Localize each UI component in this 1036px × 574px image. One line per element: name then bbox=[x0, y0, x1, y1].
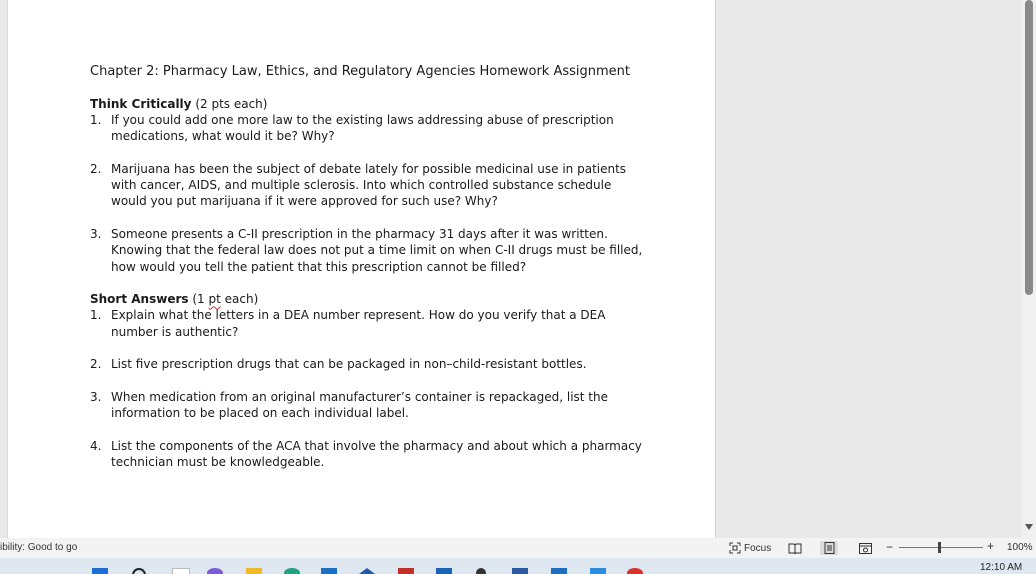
question-text: When medication from an original manufacturer’s container is repackaged, list the information to be placed on each individual label. bbox=[111, 389, 609, 421]
document-page[interactable] bbox=[7, 0, 716, 538]
zoom-level[interactable]: 100% bbox=[1007, 542, 1033, 553]
question-text: List the components of the ACA that involve the pharmacy and about which a pharmacy technician must be knowledgeable. bbox=[111, 438, 642, 469]
list-item bbox=[90, 161, 650, 210]
question-number: 3. bbox=[90, 227, 102, 242]
zoom-slider[interactable] bbox=[899, 547, 983, 548]
print-layout-button[interactable] bbox=[820, 541, 838, 555]
document-title: Chapter 2: Pharmacy Law, Ethics, and Regulatory Agencies Homework Assignment bbox=[90, 64, 631, 79]
question-number: 4. bbox=[90, 438, 102, 453]
status-bar bbox=[0, 538, 1036, 558]
scrollbar-thumb[interactable] bbox=[1025, 0, 1033, 295]
section-heading-bold: Think Critically bbox=[90, 97, 192, 111]
scroll-down-arrow-icon[interactable] bbox=[1025, 524, 1033, 530]
focus-label: Focus bbox=[744, 542, 772, 554]
edge-icon[interactable] bbox=[284, 568, 300, 574]
section-heading-points-pre: (1 bbox=[188, 292, 209, 307]
app-icon[interactable] bbox=[590, 568, 606, 574]
list-item bbox=[90, 307, 650, 340]
focus-button[interactable] bbox=[729, 540, 771, 556]
list-item bbox=[90, 356, 650, 372]
app-icon[interactable] bbox=[551, 568, 567, 574]
zoom-in-button[interactable]: + bbox=[987, 539, 995, 553]
list-item bbox=[90, 389, 650, 422]
question-number: 2. bbox=[90, 161, 102, 176]
read-mode-button[interactable] bbox=[786, 541, 804, 555]
taskbar bbox=[0, 558, 1036, 574]
zoom-slider-handle[interactable] bbox=[938, 542, 941, 553]
spelling-error-word[interactable]: pt bbox=[208, 292, 221, 307]
question-number: 1. bbox=[90, 308, 102, 323]
app-icon[interactable] bbox=[512, 568, 528, 574]
question-number: 2. bbox=[90, 357, 102, 372]
web-layout-icon bbox=[859, 543, 872, 554]
question-text: Someone presents a C-II prescription in the pharmacy 31 days after it was written. Knowing that the federal law does not put a time limit on when C-II drugs must be filled, how would you tell the patient that this prescription cannot be filled? bbox=[111, 227, 643, 274]
section-heading-think-critically bbox=[90, 96, 650, 112]
app-icon[interactable] bbox=[321, 568, 337, 574]
focus-icon bbox=[729, 542, 741, 554]
accessibility-status[interactable]: ibility: Good to go bbox=[0, 542, 78, 553]
search-icon[interactable] bbox=[132, 568, 146, 574]
section-heading-points: (2 pts each) bbox=[191, 97, 268, 111]
app-icon[interactable] bbox=[207, 568, 223, 574]
store-icon[interactable] bbox=[359, 568, 375, 574]
section-heading-short-answers bbox=[90, 291, 650, 307]
zoom-out-button[interactable]: − bbox=[886, 540, 894, 554]
office-icon[interactable] bbox=[436, 568, 452, 574]
vertical-scrollbar[interactable] bbox=[1022, 0, 1036, 538]
section-heading-points-post: each) bbox=[220, 292, 259, 307]
file-icon[interactable] bbox=[172, 568, 190, 574]
web-layout-button[interactable] bbox=[856, 541, 874, 555]
question-number: 3. bbox=[90, 389, 102, 404]
windows-icon[interactable] bbox=[92, 568, 108, 574]
mail-icon[interactable] bbox=[398, 568, 414, 574]
question-list-think-critically bbox=[90, 112, 650, 275]
app-icon[interactable] bbox=[476, 568, 486, 574]
document-content[interactable] bbox=[90, 63, 650, 487]
book-icon bbox=[788, 543, 802, 554]
chrome-icon[interactable] bbox=[627, 568, 643, 574]
taskbar-clock[interactable]: 12:10 AM bbox=[980, 562, 1023, 573]
list-item bbox=[90, 112, 650, 145]
question-text: Marijuana has been the subject of debate lately for possible medicinal use in patients with cancer, AIDS, and multiple sclerosis. Into which controlled substance schedule would you put marijuana if it were approved for such use? Why? bbox=[111, 161, 627, 209]
list-item bbox=[90, 226, 650, 275]
question-list-short-answers bbox=[90, 307, 650, 470]
question-text: List five prescription drugs that can be packaged in non–child-resistant bottles. bbox=[111, 357, 587, 372]
folder-icon[interactable] bbox=[246, 568, 262, 574]
question-text: Explain what the letters in a DEA number represent. How do you verify that a DEA number is authentic? bbox=[111, 308, 606, 339]
question-number: 1. bbox=[90, 113, 102, 127]
list-item bbox=[90, 438, 650, 471]
question-text: If you could add one more law to the existing laws addressing abuse of prescription medications, what would it be? Why? bbox=[111, 113, 614, 144]
page-icon bbox=[824, 542, 835, 554]
section-heading-bold: Short Answers bbox=[90, 292, 189, 307]
